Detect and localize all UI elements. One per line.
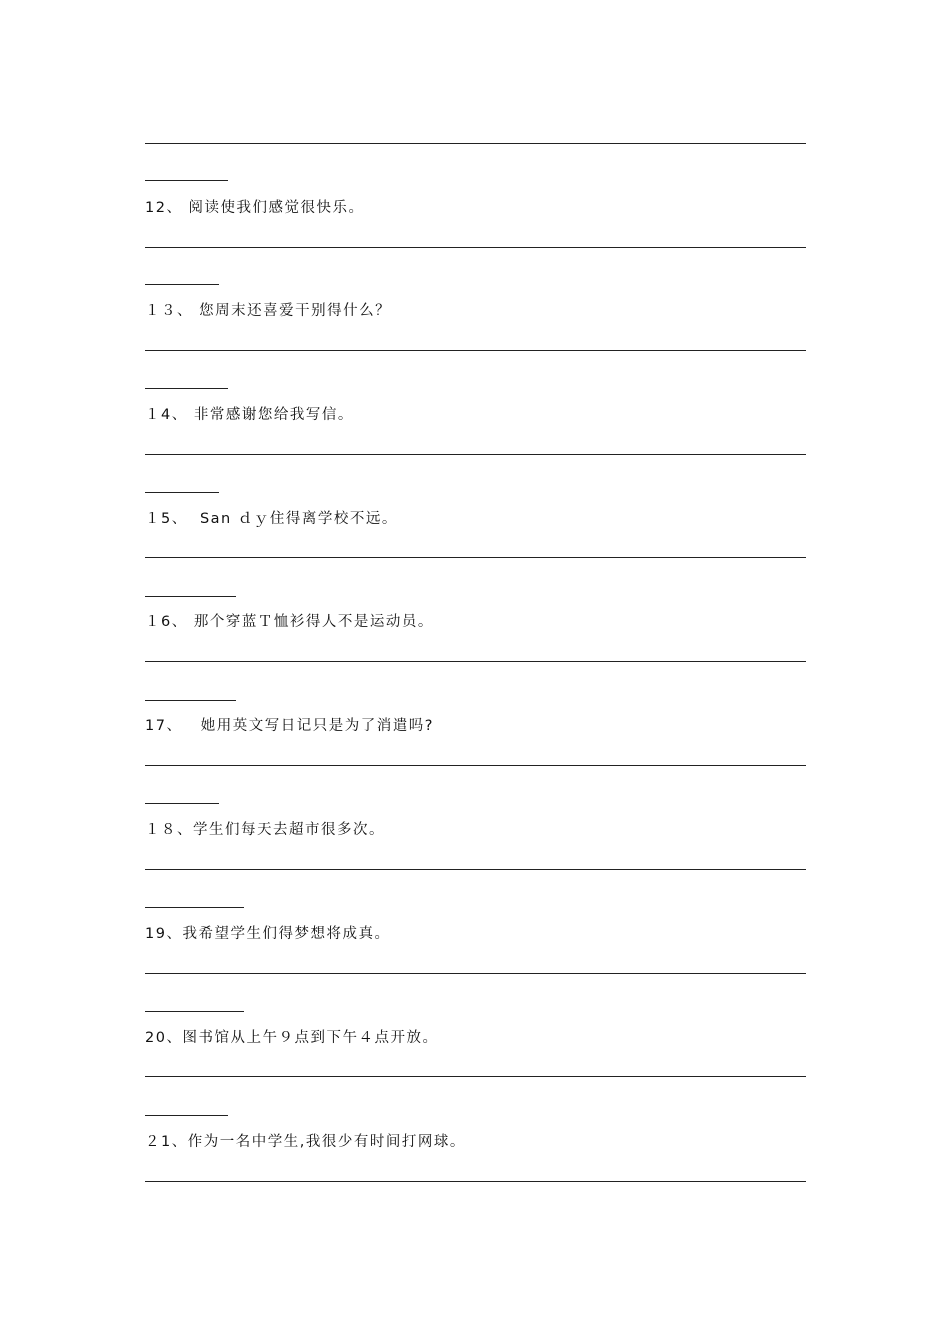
question-12: 12、 阅读使我们感觉很快乐。: [145, 200, 365, 216]
answer-line-short: [145, 1011, 244, 1012]
question-21: ２1、作为一名中学生,我很少有时间打网球。: [145, 1134, 466, 1150]
question-19: 19、我希望学生们得梦想将成真。: [145, 926, 391, 942]
answer-line-short: [145, 388, 228, 389]
answer-line: [145, 247, 806, 248]
answer-line: [145, 973, 806, 974]
answer-line: [145, 454, 806, 455]
question-18: １８、学生们每天去超市很多次。: [145, 822, 385, 838]
answer-line: [145, 765, 806, 766]
answer-line-short: [145, 803, 219, 804]
answer-line: [145, 1076, 806, 1077]
answer-line-short: [145, 907, 244, 908]
answer-line-short: [145, 700, 236, 701]
answer-line-short: [145, 1115, 228, 1116]
answer-line: [145, 661, 806, 662]
answer-line-short: [145, 596, 236, 597]
question-14: １4、 非常感谢您给我写信。: [145, 407, 354, 423]
question-17: 17、 她用英文写日记只是为了消遣吗?: [145, 718, 434, 734]
answer-line: [145, 869, 806, 870]
answer-line: [145, 557, 806, 558]
answer-line-short: [145, 492, 219, 493]
answer-line-short: [145, 284, 219, 285]
question-16: １6、 那个穿蓝Ｔ恤衫得人不是运动员。: [145, 614, 434, 630]
answer-line-short: [145, 180, 228, 181]
answer-line: [145, 143, 806, 144]
question-15: １5、 San ｄｙ住得离学校不远。: [145, 511, 398, 527]
question-13: １３、 您周末还喜爱干别得什么？: [145, 303, 392, 319]
answer-line: [145, 1181, 806, 1182]
question-20: 20、图书馆从上午９点到下午４点开放。: [145, 1030, 439, 1046]
answer-line: [145, 350, 806, 351]
